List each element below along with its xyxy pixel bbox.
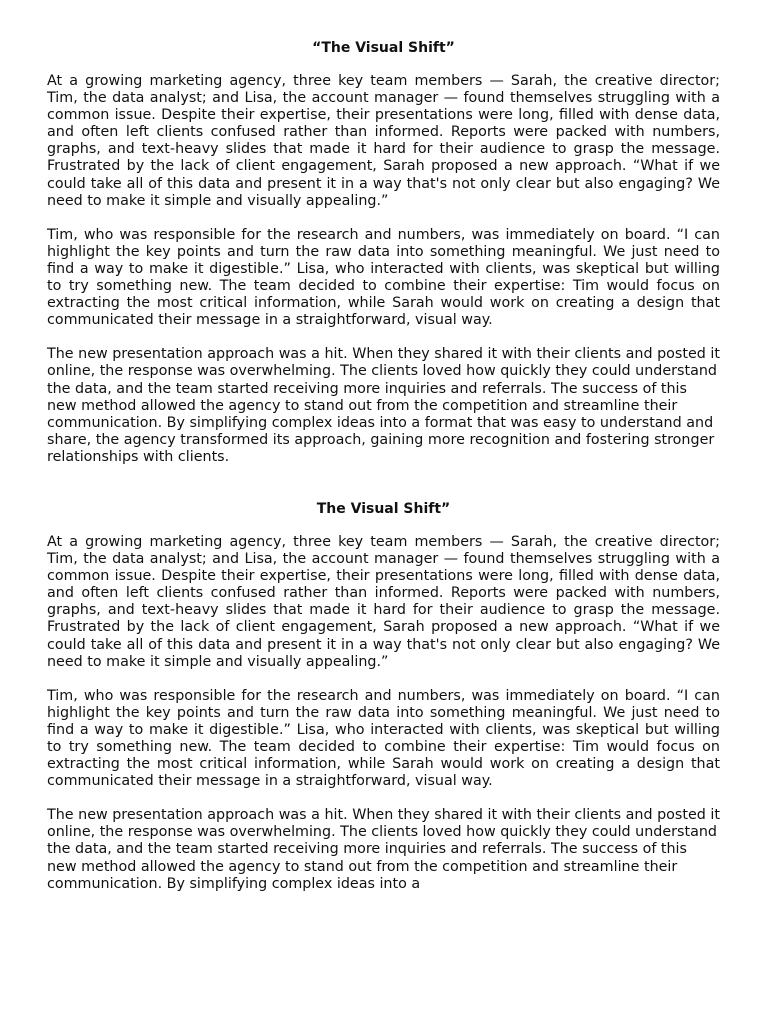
section-title: “The Visual Shift” <box>312 40 455 56</box>
paragraph-team: Tim, who was responsible for the research and numbers, was immediately on board. “I can highlight the key points and turn the raw data into something meaningful. We just need to find a way to make it digestible.” Lisa, who interacted with clients, was skeptical but willing to try something new. The team decided to combine their expertise: Tim would focus on extracting the most critical information, while Sarah would work on creating a design that communicated their message in a straightforward, visual way. <box>47 226 720 329</box>
section-title: The Visual Shift” <box>316 500 451 517</box>
paragraph-outcome: The new presentation approach was a hit. When they shared it with their clients and posted it online, the response was overwhelming. The clients loved how quickly they could understand the data, and the team started receiving more inquiries and referrals. The success of this new method allowed the agency to stand out from the competition and streamline their communication. By simplifying complex ideas into a <box>47 807 720 892</box>
paragraph-outcome: The new presentation approach was a hit. When they shared it with their clients and posted it online, the response was overwhelming. The clients loved how quickly they could understand the data, and the team started receiving more inquiries and referrals. The success of this new method allowed the agency to stand out from the competition and streamline their communication. By simplifying complex ideas into a format that was easy to understand and share, the agency transformed its approach, gaining more recognition and fostering stronger relationships with clients. <box>47 346 720 465</box>
paragraph-intro: At a growing marketing agency, three key team members — Sarah, the creative director; Tim, the data analyst; and Lisa, the account manager — found themselves struggling with a common issue. Despite their expertise, their presentations were long, filled with dense data, and often left clients confused rather than informed. Reports were packed with numbers, graphs, and text-heavy slides that made it hard for their audience to grasp the message. Frustrated by the lack of client engagement, Sarah proposed a new approach. “What if we could take all of this data and present it in a way that's not only clear but also engaging? We need to make it simple and visually appealing.” <box>47 73 720 209</box>
story-section-2 <box>47 501 720 893</box>
story-section-1 <box>47 40 720 466</box>
section-divider-space <box>47 483 720 501</box>
paragraph-team: Tim, who was responsible for the research and numbers, was immediately on board. “I can highlight the key points and turn the raw data into something meaningful. We just need to find a way to make it digestible.” Lisa, who interacted with clients, was skeptical but willing to try something new. The team decided to combine their expertise: Tim would focus on extracting the most critical information, while Sarah would work on creating a design that communicated their message in a straightforward, visual way. <box>47 687 720 790</box>
document-page <box>47 40 720 910</box>
paragraph-intro: At a growing marketing agency, three key team members — Sarah, the creative director; Tim, the data analyst; and Lisa, the account manager — found themselves struggling with a common issue. Despite their expertise, their presentations were long, filled with dense data, and often left clients confused rather than informed. Reports were packed with numbers, graphs, and text-heavy slides that made it hard for their audience to grasp the message. Frustrated by the lack of client engagement, Sarah proposed a new approach. “What if we could take all of this data and present it in a way that's not only clear but also engaging? We need to make it simple and visually appealing.” <box>47 533 720 670</box>
